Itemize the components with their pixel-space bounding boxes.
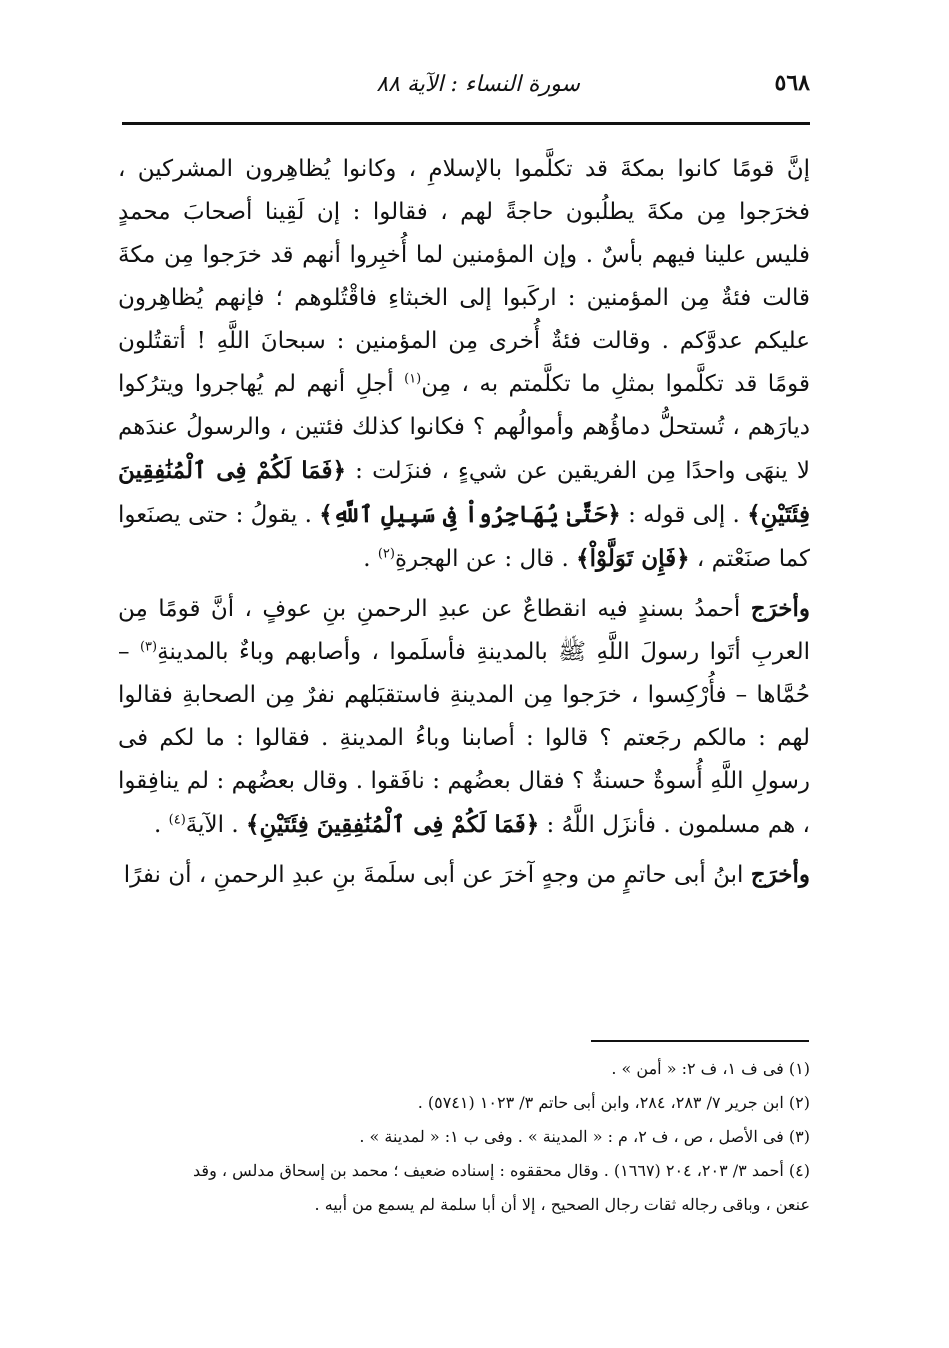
paragraph-lead: وأخرَج [750, 595, 810, 622]
paragraph-text: . قال : عن الهجرةِ [394, 546, 577, 572]
footnote-rule [591, 1040, 809, 1042]
footnote-ref-2: (٢) [377, 546, 395, 562]
paragraph-end: . [154, 812, 169, 838]
quran-quote: ﴿حَتَّىٰ يُهَاجِرُواْ فِى سَبِيلِ ٱللَّهِ﴾ [319, 501, 621, 528]
paragraph-text: . الآيةَ [185, 812, 246, 838]
quran-quote: ﴿فَإِن تَوَلَّوْاْ﴾ [576, 545, 690, 572]
footnote-4-continued: عنعن ، وباقى رجاله ثقات رجال الصحيح ، إلا أن أبا سلمة لم يسمع من أبيه . [314, 1195, 810, 1214]
paragraph-text: أحمدُ بسندٍ فيه انقطاعٌ عن عبدِ الرحمنِ بنِ عوفٍ ، أنَّ قومًا مِن العربِ أتَوا رسولَ اللَّهِ ﷺ بالمدينةِ فأسلَموا ، وأصابهم وباءٌ بالمدينةِ [118, 596, 810, 665]
footnote-ref-4: (٤) [168, 812, 186, 828]
paragraph-2 [118, 587, 810, 847]
paragraph-end: . [363, 546, 378, 572]
footnote-3: (٣) فى الأصل ، ص ، ف ٢، م : « المدينة » . وفى ب ١: « لمدينة » . [359, 1127, 810, 1146]
paragraph-text: ابنُ أبى حاتمٍ من وجهٍ آخرَ عن أبى سلَمةَ بنِ عبدِ الرحمنِ ، أن نفرًا [123, 862, 751, 888]
paragraph-text: أجلِ أنهم لم يُهاجروا ويترُكوا ديارَهم ، تُستحلُّ دماؤُهم وأموالُهم ؟ فكانوا كذلك فئتين ، والرسولُ عندَهم لا ينهَى واحدًا مِن الفريقين عن شيءٍ ، فنزَلت : [118, 371, 811, 484]
page-number: ٥٦٨ [774, 70, 810, 96]
paragraph-3 [118, 853, 810, 897]
running-head [122, 70, 810, 110]
paragraph-lead: وأخرَج [750, 861, 810, 888]
footnote-ref-3: (٣) [139, 639, 158, 655]
quran-quote: ﴿فَمَا لَكُمْ فِى ٱلْمُنَٰفِقِينَ فِئَتَيْنِ﴾ [245, 811, 540, 838]
paragraph-text: . إلى قوله : [620, 502, 748, 528]
paragraph-text: – حُمَّاها – فأُرْكِسوا ، خرَجوا مِن المدينةِ فاستقبَلهم نفرٌ مِن الصحابةِ فقالوا لهم : مالكم رجَعتم ؟ قالوا : أصابنا وباءُ المدينةِ . فقالوا : ما لكم فى رسولِ اللَّهِ أُسوةٌ حسنةٌ ؟ فقال بعضُهم : نافَقوا . وقال بعضُهم : لم ينافِقوا ، هم مسلمون . فأنزَل اللَّهُ : [118, 639, 810, 838]
footnote-ref-1: (١) [404, 371, 422, 387]
header-title: سورة النساء : الآية ٨٨ [376, 72, 580, 97]
footnotes [118, 1052, 810, 1222]
header-rule [122, 122, 810, 125]
body-text [118, 148, 810, 903]
footnote-2: (٢) ابن جرير ٧/ ٢٨٣، ٢٨٤، وابن أبى حاتم ٣/ ١٠٢٣ (٥٧٤١) . [417, 1093, 810, 1112]
paragraph-text: . يقولُ : حتى يصنَعوا كما صنَعْتم ، [117, 502, 810, 572]
paragraph-text: إنَّ قومًا كانوا بمكةَ قد تكلَّموا بالإسلامِ ، وكانوا يُظاهِرون المشركين ، فخرَجوا مِن مكةَ يطلُبون حاجةً لهم ، فقالوا : إن لَقِينا أصحابَ محمدٍ فليس علينا فيهم بأسٌ . وإن المؤمنين لما أُخبِروا أنهم قد خرَجوا مِن مكةَ قالت فئةٌ مِن المؤمنين : اركَبوا إلى الخبثاءِ فاقْتُلوهم ؛ فإنهم يُظاهِرون عليكم عدوَّكم . وقالت فئةٌ أُخرى مِن المؤمنين : سبحانَ اللَّهِ ! أتقتُلون قومًا قد تكلَّموا بمثلِ ما تكلَّمتم به ، مِن [118, 156, 811, 397]
paragraph-1 [118, 148, 810, 581]
footnote-4: (٤) أحمد ٣/ ٢٠٣، ٢٠٤ (١٦٦٧) . وقال محققوه : إسناده ضعيف ؛ محمد بن إسحاق مدلس ، وقد [193, 1161, 810, 1180]
footnote-1: (١) فى ف ١، ف ٢: « أمن » . [611, 1059, 810, 1078]
quran-quote: ﴿فَمَا لَكُمْ فِى ٱلْمُنَٰفِقِينَ فِئَتَيْنِ﴾ [118, 457, 810, 528]
